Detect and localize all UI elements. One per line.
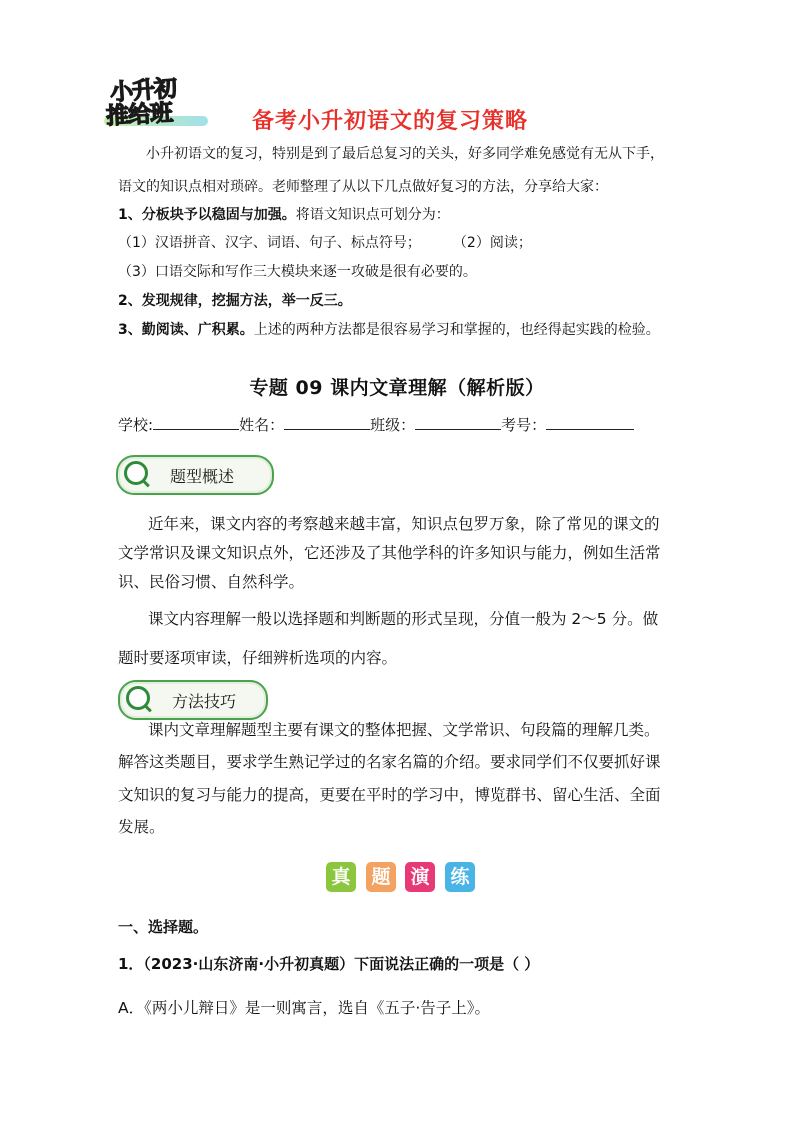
magnifier-icon (124, 461, 148, 485)
section-banner-label: 方法技巧 (172, 692, 237, 711)
practice-tile-3: 演 (405, 862, 435, 892)
practice-tile-2: 题 (366, 862, 396, 892)
exam-no-label: 考号： (501, 416, 547, 434)
page-title: 备考小升初语文的复习策略 (252, 109, 529, 134)
section-banner-overview (116, 455, 274, 495)
intro-item-1-sub (118, 233, 532, 253)
name-label: 姓名： (239, 416, 285, 434)
question-1-option-a: A．《两小儿辩日》是一则寓言，选自《五子·告子上》。 (118, 999, 491, 1017)
methods-line2: 解答这类题目，要求学生熟记学过的名家名篇的介绍。要求同学们不仅要抓好课 (118, 753, 661, 771)
logo-line-1: 小升初 (109, 75, 178, 107)
student-info-row (118, 414, 634, 435)
intro-item-2: 2、发现规律，挖掘方法，举一反三。 (118, 293, 352, 309)
intro-item-1-rest: 将语文知识点可划分为： (295, 207, 450, 223)
class-blank[interactable] (415, 415, 501, 430)
name-blank[interactable] (284, 415, 370, 430)
exam-no-blank[interactable] (546, 415, 634, 430)
overview-p2-line1: 课文内容理解一般以选择题和判断题的形式呈现，分值一般为 2～5 分。做 (148, 610, 659, 628)
intro-item-3 (118, 320, 660, 340)
intro-sub-2: （2）阅读； (452, 235, 532, 251)
practice-tile-1: 真 (326, 862, 356, 892)
logo (104, 72, 212, 128)
school-blank[interactable] (153, 415, 239, 430)
intro-item-1 (118, 205, 450, 225)
overview-p1-line1: 近年来，课文内容的考察越来越丰富，知识点包罗万象，除了常见的课文的 (148, 515, 660, 533)
intro-item-1-sub-3: （3）口语交际和写作三大模块来逐一攻破是很有必要的。 (118, 264, 477, 280)
logo-line-2: 推给班 (105, 100, 173, 130)
section-banner-methods (118, 680, 268, 720)
magnifier-icon (126, 686, 150, 710)
section-banner-label: 题型概述 (170, 467, 235, 486)
intro-item-3-bold: 3、勤阅读、广积累。 (118, 322, 254, 338)
overview-p2-line2: 题时要逐项审读，仔细辨析选项的内容。 (118, 649, 398, 667)
practice-tile-4: 练 (445, 862, 475, 892)
intro-line-1: 小升初语文的复习，特别是到了最后总复习的关头，好多同学难免感觉有无从下手， (146, 146, 664, 162)
school-label: 学校: (118, 416, 154, 434)
questions-heading: 一、选择题。 (118, 918, 209, 936)
intro-line-2: 语文的知识点相对琐碎。老师整理了从以下几点做好复习的方法，分享给大家： (118, 179, 608, 195)
methods-line4: 发展。 (118, 818, 165, 836)
question-1: 1．（2023·山东济南·小升初真题）下面说法正确的一项是（ ） (118, 955, 540, 973)
intro-sub-1: （1）汉语拼音、汉字、词语、句子、标点符号； (118, 235, 421, 251)
class-label: 班级： (370, 416, 416, 434)
intro-item-3-rest: 上述的两种方法都是很容易学习和掌握的，也经得起实践的检验。 (253, 322, 660, 338)
methods-line1: 课内文章理解题型主要有课文的整体把握、文学常识、句段篇的理解几类。 (148, 721, 660, 739)
overview-p1-line3: 识、民俗习惯、自然科学。 (118, 573, 305, 591)
topic-title: 专题 09 课内文章理解（解析版） (249, 377, 545, 399)
methods-line3: 文知识的复习与能力的提高，更要在平时的学习中，博览群书、留心生活、全面 (118, 786, 661, 804)
overview-p1-line2: 文学常识及课文知识点外，它还涉及了其他学科的许多知识与能力，例如生活常 (118, 544, 661, 562)
intro-item-1-bold: 1、分板块予以稳固与加强。 (118, 207, 296, 223)
